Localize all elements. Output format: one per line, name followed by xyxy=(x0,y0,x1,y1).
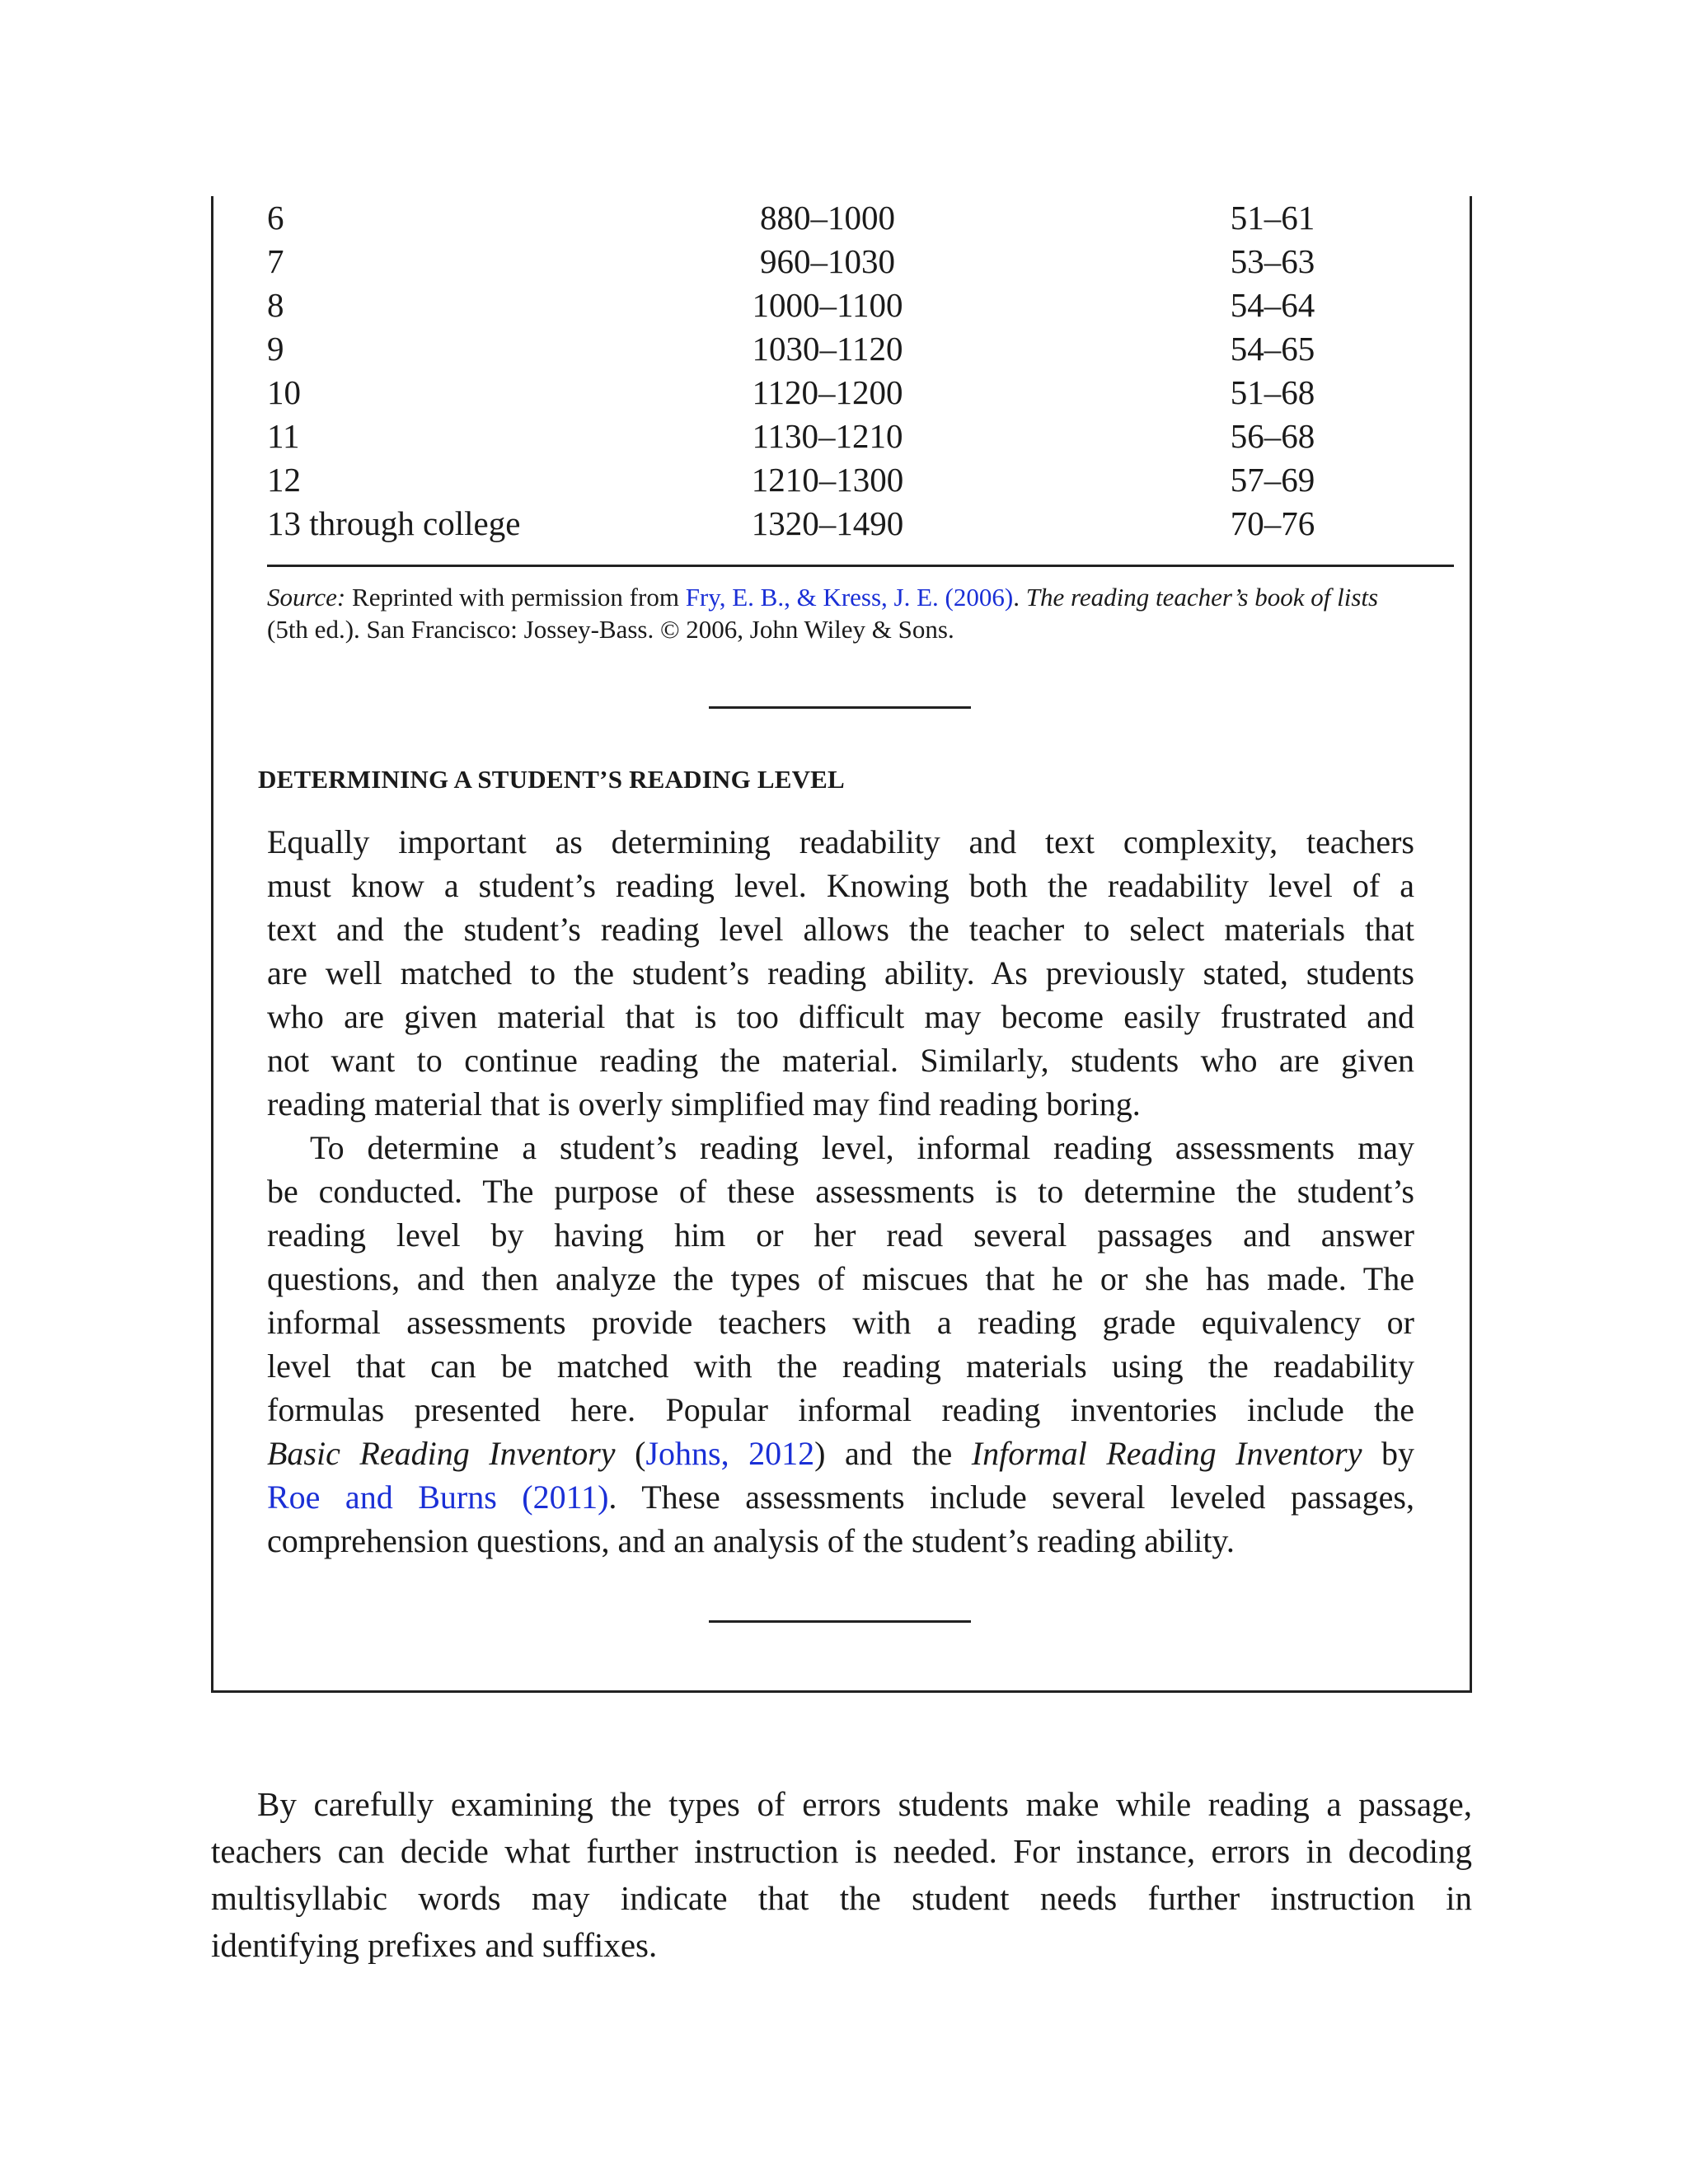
text-line: informal assessments provide teachers with a reading grade equivalency or xyxy=(267,1304,1414,1341)
table-row xyxy=(267,327,1454,371)
lexile-cell: 1130–1210 xyxy=(752,417,903,455)
score-cell: 54–64 xyxy=(1230,286,1315,324)
citation-link[interactable]: Fry, E. B., & Kress, J. E. (2006) xyxy=(685,583,1014,612)
score-cell: 54–65 xyxy=(1230,330,1315,368)
grade-cell: 6 xyxy=(267,199,284,237)
score-cell: 70–76 xyxy=(1230,504,1315,542)
text-line: multisyllabic words may indicate that the student needs further instruction in xyxy=(211,1879,1472,1917)
text-line: teachers can decide what further instruction is needed. For instance, errors in decoding xyxy=(211,1832,1472,1870)
book-title: Basic Reading Inventory xyxy=(267,1435,616,1472)
grade-cell: 13 through college xyxy=(267,504,521,542)
text-line: reading level by having him or her read several passages and answer xyxy=(267,1216,1414,1254)
text-line: level that can be matched with the reading materials using the readability xyxy=(267,1347,1414,1385)
lexile-cell: 1000–1100 xyxy=(752,286,903,324)
lexile-cell: 1320–1490 xyxy=(751,504,904,542)
source-book-title: The reading teacher’s book of lists xyxy=(1025,583,1379,612)
score-cell: 57–69 xyxy=(1230,461,1315,499)
lexile-cell: 1030–1120 xyxy=(752,330,903,368)
text-line: reading material that is overly simplified may find reading boring. xyxy=(267,1085,1141,1122)
source-line-2: (5th ed.). San Francisco: Jossey-Bass. © 2006, John Wiley & Sons. xyxy=(267,615,954,644)
text-line: be conducted. The purpose of these assessments is to determine the student’s xyxy=(267,1173,1414,1210)
section-heading: DETERMINING A STUDENT’S READING LEVEL xyxy=(258,765,845,794)
text-line: To determine a student’s reading level, informal reading assessments may xyxy=(310,1129,1414,1166)
score-cell: 51–61 xyxy=(1230,199,1315,237)
table-bottom-rule xyxy=(267,565,1454,567)
lexile-cell: 1210–1300 xyxy=(751,461,904,499)
text-line: are well matched to the student’s reading ability. As previously stated, students xyxy=(267,954,1414,991)
score-cell: 51–68 xyxy=(1230,373,1315,411)
source-text: Reprinted with permission from xyxy=(345,583,686,612)
text-line: who are given material that is too difficult may become easily frustrated and xyxy=(267,998,1414,1035)
text-fragment: ) and the xyxy=(814,1435,972,1472)
grade-cell: 9 xyxy=(267,330,284,368)
table-row xyxy=(267,502,1454,546)
readability-table xyxy=(267,196,1454,546)
lexile-cell: 960–1030 xyxy=(760,242,895,280)
text-line: formulas presented here. Popular informal reading inventories include the xyxy=(267,1391,1414,1428)
table-row xyxy=(267,415,1454,458)
text-line: By carefully examining the types of errors students make while reading a passage, xyxy=(257,1785,1472,1823)
grade-cell: 8 xyxy=(267,286,284,324)
text-fragment: ( xyxy=(615,1435,646,1472)
table-row xyxy=(267,196,1454,240)
grade-cell: 11 xyxy=(267,417,300,455)
body-paragraph xyxy=(211,1781,1472,1969)
score-cell: 53–63 xyxy=(1230,242,1315,280)
text-fragment: . These assessments include several leveled passages, xyxy=(608,1479,1414,1516)
grade-cell: 10 xyxy=(267,373,301,411)
text-line: questions, and then analyze the types of miscues that he or she has made. The xyxy=(267,1260,1414,1297)
text-line xyxy=(267,1475,1414,1519)
citation-link[interactable]: Roe and Burns (2011) xyxy=(267,1479,609,1516)
score-cell: 56–68 xyxy=(1230,417,1315,455)
source-label: Source: xyxy=(267,583,346,612)
section-divider xyxy=(709,706,971,709)
text-line: not want to continue reading the material. Similarly, students who are given xyxy=(267,1042,1414,1079)
text-line: identifying prefixes and suffixes. xyxy=(211,1926,658,1964)
text-line: must know a student’s reading level. Knowing both the readability level of a xyxy=(267,867,1414,904)
text-line: comprehension questions, and an analysis of the student’s reading ability. xyxy=(267,1522,1235,1559)
section-divider xyxy=(709,1620,971,1623)
table-row xyxy=(267,371,1454,415)
table-source-note xyxy=(267,581,1454,645)
table-row xyxy=(267,458,1454,502)
lexile-cell: 880–1000 xyxy=(760,199,895,237)
grade-cell: 12 xyxy=(267,461,301,499)
text-line: Equally important as determining readability and text complexity, teachers xyxy=(267,823,1414,860)
book-title: Informal Reading Inventory xyxy=(971,1435,1362,1472)
paragraph-2 xyxy=(267,1126,1414,1563)
text-line xyxy=(267,1432,1414,1475)
lexile-cell: 1120–1200 xyxy=(752,373,903,411)
paragraph-1 xyxy=(267,820,1414,1126)
grade-cell: 7 xyxy=(267,242,284,280)
table-row xyxy=(267,284,1454,327)
text-line: text and the student’s reading level allows the teacher to select materials that xyxy=(267,911,1414,948)
text-fragment: by xyxy=(1362,1435,1415,1472)
citation-link[interactable]: Johns, 2012 xyxy=(645,1435,815,1472)
table-row xyxy=(267,240,1454,284)
source-period: . xyxy=(1013,583,1026,612)
